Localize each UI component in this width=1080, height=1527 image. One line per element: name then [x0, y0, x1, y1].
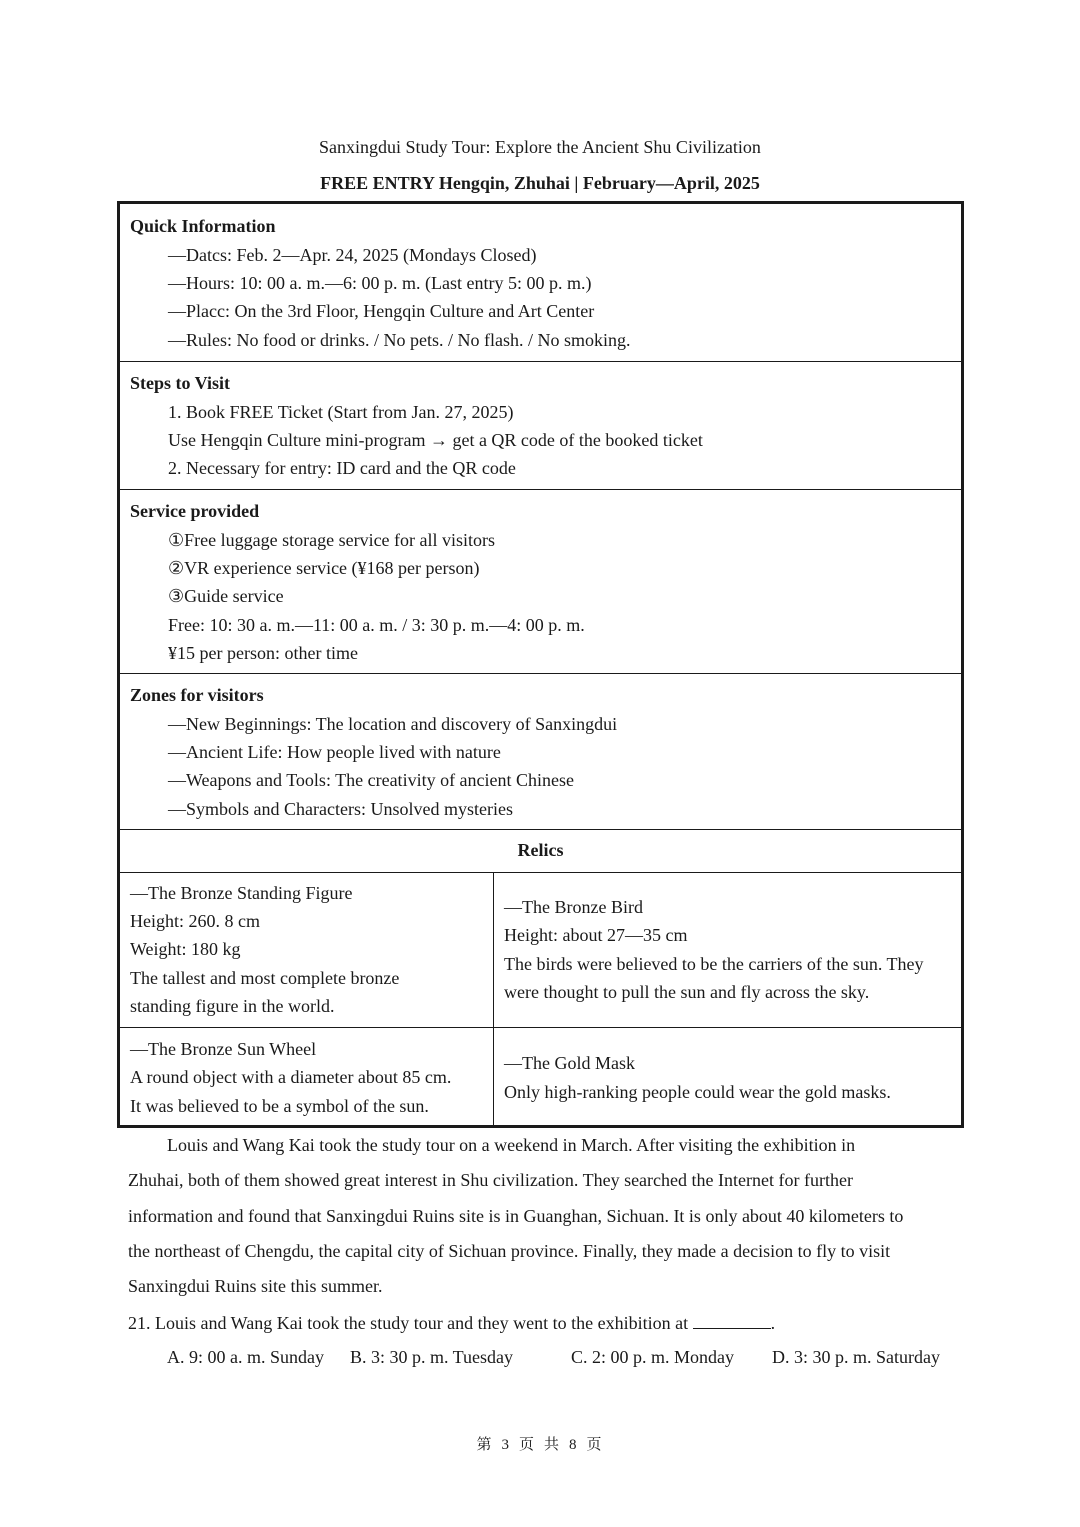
- zones-item: —Ancient Life: How people lived with nature: [168, 742, 501, 762]
- divider: [120, 1027, 961, 1028]
- question-stem: [128, 1312, 775, 1334]
- relic-sun-wheel-name: —The Bronze Sun Wheel: [130, 1039, 317, 1059]
- passage-line: the northeast of Chengdu, the capital city of Sichuan province. Finally, they made a decision to fly to visit: [128, 1241, 891, 1261]
- quick-info-hours: —Hours: 10: 00 a. m.—6: 00 p. m. (Last entry 5: 00 p. m.): [168, 273, 592, 293]
- relic-gold-mask-name: —The Gold Mask: [504, 1053, 635, 1073]
- quick-info-place: —Placc: On the 3rd Floor, Hengqin Culture and Art Center: [168, 301, 595, 321]
- relic-bird-desc: The birds were believed to be the carriers of the sun. They: [504, 954, 924, 974]
- relic-standing-figure-desc: standing figure in the world.: [130, 996, 335, 1016]
- passage-line: Louis and Wang Kai took the study tour on a weekend in March. After visiting the exhibition in: [167, 1135, 856, 1155]
- relic-standing-figure-name: —The Bronze Standing Figure: [130, 883, 353, 903]
- zones-item: —Weapons and Tools: The creativity of ancient Chinese: [168, 770, 575, 790]
- option-d[interactable]: D. 3: 30 p. m. Saturday: [772, 1347, 940, 1367]
- option-b[interactable]: B. 3: 30 p. m. Tuesday: [350, 1347, 514, 1367]
- page-number-text: 页: [518, 1437, 536, 1453]
- answer-blank: [693, 1312, 771, 1329]
- steps-item: 2. Necessary for entry: ID card and the QR code: [168, 458, 516, 478]
- quick-info-dates: —Datcs: Feb. 2—Apr. 24, 2025 (Mondays Closed): [168, 245, 537, 265]
- steps-heading: Steps to Visit: [130, 373, 231, 393]
- page-number-text: 页: [586, 1437, 604, 1453]
- steps-item: 1. Book FREE Ticket (Start from Jan. 27, 2025): [168, 402, 514, 422]
- passage-line: Sanxingdui Ruins site this summer.: [128, 1276, 383, 1296]
- quick-info-section: [120, 204, 961, 361]
- relic-sun-wheel-desc: A round object with a diameter about 85 cm.: [130, 1067, 452, 1087]
- zones-item: —New Beginnings: The location and discovery of Sanxingdui: [168, 714, 618, 734]
- divider: [120, 829, 961, 830]
- page-subtitle: FREE ENTRY Hengqin, Zhuhai | February—April, 2025: [320, 173, 760, 193]
- zones-heading: Zones for visitors: [130, 685, 264, 705]
- page-title: Sanxingdui Study Tour: Explore the Ancient Shu Civilization: [319, 137, 761, 157]
- relic-bird-height: Height: about 27—35 cm: [504, 925, 688, 945]
- relic-bird-desc: were thought to pull the sun and fly across the sky.: [504, 982, 870, 1002]
- service-item: ③Guide service: [168, 586, 284, 606]
- page-number-text: 3: [501, 1437, 511, 1453]
- quick-info-heading: Quick Information: [130, 216, 276, 236]
- divider: [120, 872, 961, 873]
- column-divider: [493, 872, 494, 1128]
- service-item: Free: 10: 30 a. m.—11: 00 a. m. / 3: 30 p. m.—4: 00 p. m.: [168, 615, 585, 635]
- relic-sun-wheel-desc: It was believed to be a symbol of the sun.: [130, 1096, 429, 1116]
- service-heading: Service provided: [130, 501, 260, 521]
- service-item: ②VR experience service (¥168 per person): [168, 558, 480, 578]
- question-text: 21. Louis and Wang Kai took the study tour and they went to the exhibition at: [128, 1313, 689, 1333]
- quick-info-rules: —Rules: No food or drinks. / No pets. / No flash. / No smoking.: [168, 330, 631, 350]
- page-number: [0, 1433, 1080, 1454]
- relic-standing-figure-weight: Weight: 180 kg: [130, 939, 241, 959]
- service-item: ¥15 per person: other time: [168, 643, 358, 663]
- service-section: [120, 489, 961, 673]
- relics-heading: Relics: [517, 840, 564, 860]
- steps-item: Use Hengqin Culture mini-program → get a QR code of the booked ticket: [168, 430, 703, 450]
- option-c[interactable]: C. 2: 00 p. m. Monday: [571, 1347, 735, 1367]
- zones-section: [120, 673, 961, 829]
- question-end: .: [770, 1313, 776, 1333]
- passage-line: Zhuhai, both of them showed great interest in Shu civilization. They searched the Internet for further: [128, 1170, 853, 1190]
- option-a[interactable]: A. 9: 00 a. m. Sunday: [167, 1347, 324, 1367]
- relic-bird-name: —The Bronze Bird: [504, 897, 643, 917]
- zones-item: —Symbols and Characters: Unsolved mysteries: [168, 799, 513, 819]
- steps-section: [120, 361, 961, 489]
- info-table: [117, 201, 964, 1128]
- page-number-text: 8: [569, 1437, 579, 1453]
- relic-standing-figure-desc: The tallest and most complete bronze: [130, 968, 400, 988]
- page-number-text: 第: [476, 1437, 494, 1453]
- passage-line: information and found that Sanxingdui Ruins site is in Guanghan, Sichuan. It is only about 40 kilometers to: [128, 1206, 904, 1226]
- relic-standing-figure-height: Height: 260. 8 cm: [130, 911, 260, 931]
- service-item: ①Free luggage storage service for all visitors: [168, 530, 496, 550]
- relic-gold-mask-desc: Only high-ranking people could wear the gold masks.: [504, 1082, 891, 1102]
- page-number-text: 共: [544, 1437, 562, 1453]
